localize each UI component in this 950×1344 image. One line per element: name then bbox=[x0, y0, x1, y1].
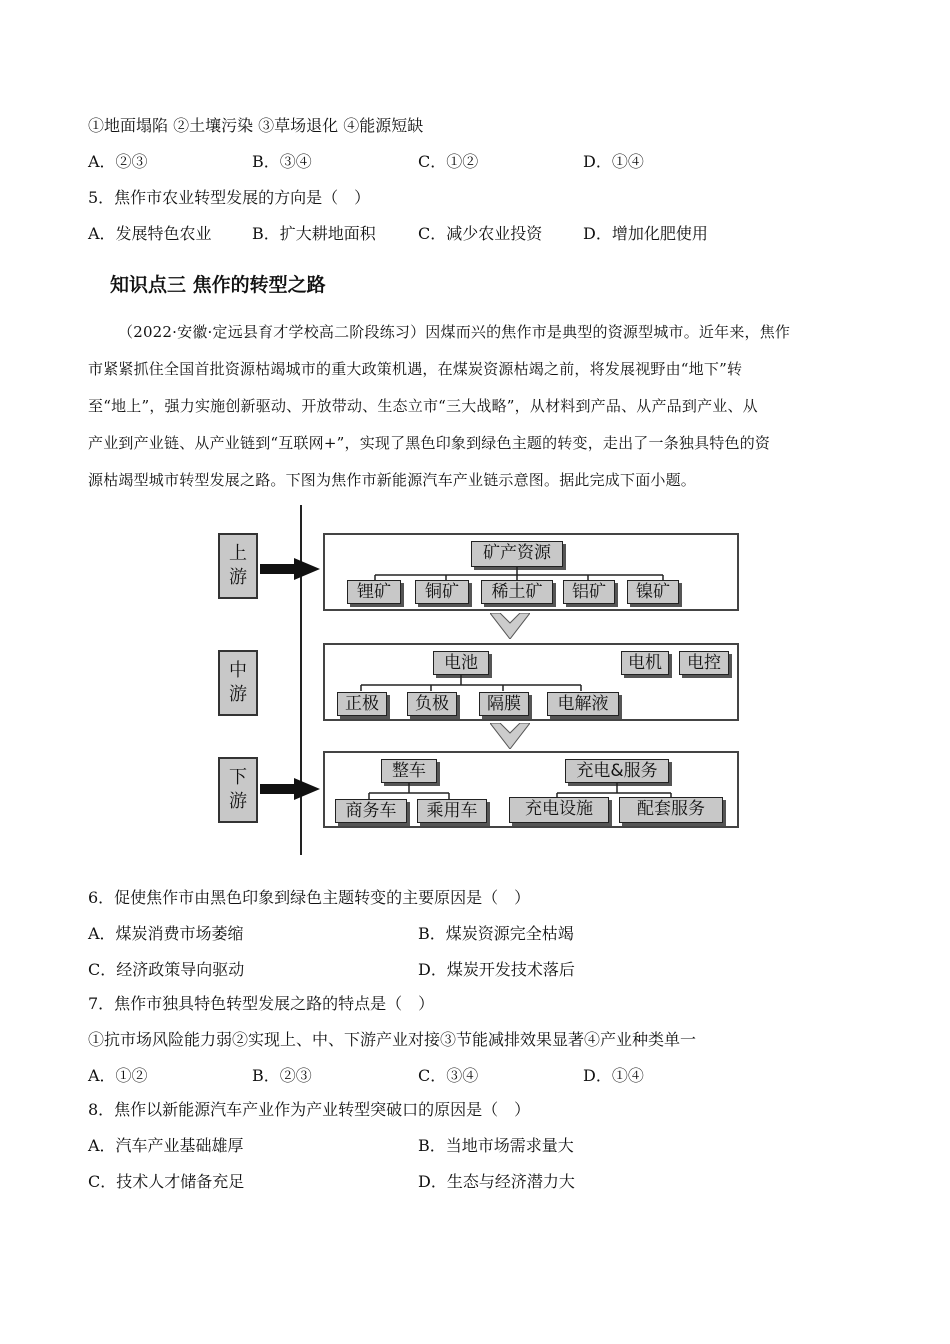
box-item: 镍矿 bbox=[627, 580, 679, 604]
q4-items: ①地面塌陷 ②土壤污染 ③草场退化 ④能源短缺 bbox=[88, 116, 424, 135]
passage-line: 市紧紧抓住全国首批资源枯竭城市的重大政策机遇，在煤炭资源枯竭之前，将发展视野由“地下”转 bbox=[88, 360, 743, 378]
arrow-right-icon bbox=[260, 558, 320, 580]
stage-label: 下 bbox=[229, 767, 247, 788]
box-mineral-resources: 矿产资源 bbox=[471, 541, 563, 567]
stage-midstream bbox=[218, 650, 258, 716]
box-motor: 电机 bbox=[621, 651, 669, 675]
box-controller: 电控 bbox=[679, 651, 729, 675]
q5-option-a[interactable]: A．发展特色农业 bbox=[88, 224, 212, 243]
box-charging-service: 充电&服务 bbox=[565, 759, 669, 783]
box-item: 充电设施 bbox=[509, 797, 609, 823]
q7-option-b[interactable]: B．②③ bbox=[252, 1066, 312, 1085]
passage-line: 源枯竭型城市转型发展之路。下图为焦作市新能源汽车产业链示意图。据此完成下面小题。 bbox=[88, 471, 697, 489]
stage-label: 游 bbox=[229, 567, 247, 588]
industry-chain-diagram bbox=[210, 505, 750, 860]
connector-lines bbox=[325, 675, 741, 691]
passage-line: （2022·安徽·定远县育才学校高二阶段练习）因煤而兴的焦作市是典型的资源型城市。近年来，焦作 bbox=[118, 323, 791, 341]
panel-downstream bbox=[323, 751, 739, 828]
box-battery: 电池 bbox=[433, 651, 489, 675]
box-item: 电解液 bbox=[547, 692, 619, 716]
q8-option-a[interactable]: A．汽车产业基础雄厚 bbox=[88, 1136, 244, 1155]
connector-lines bbox=[325, 567, 741, 581]
stage-label: 游 bbox=[229, 791, 247, 812]
q6-option-c[interactable]: C．经济政策导向驱动 bbox=[88, 960, 245, 979]
q8-stem: 8．焦作以新能源汽车产业作为产业转型突破口的原因是（ ） bbox=[88, 1100, 531, 1119]
panel-upstream bbox=[323, 533, 739, 611]
q5-option-b[interactable]: B．扩大耕地面积 bbox=[252, 224, 376, 243]
q5-option-d[interactable]: D．增加化肥使用 bbox=[583, 224, 708, 243]
q8-option-c[interactable]: C．技术人才储备充足 bbox=[88, 1172, 245, 1191]
q8-option-d[interactable]: D．生态与经济潜力大 bbox=[418, 1172, 575, 1191]
chevron-down-icon bbox=[490, 723, 530, 749]
box-item: 铝矿 bbox=[563, 580, 615, 604]
section-heading: 知识点三 焦作的转型之路 bbox=[110, 274, 326, 296]
stage-label: 中 bbox=[229, 660, 247, 681]
panel-midstream bbox=[323, 643, 739, 721]
box-item: 隔膜 bbox=[479, 692, 529, 716]
stage-downstream bbox=[218, 757, 258, 823]
box-item: 负极 bbox=[407, 692, 457, 716]
box-vehicle: 整车 bbox=[381, 759, 437, 783]
box-item: 商务车 bbox=[335, 799, 407, 823]
chevron-down-icon bbox=[490, 613, 530, 639]
q7-option-d[interactable]: D．①④ bbox=[583, 1066, 644, 1085]
q6-option-a[interactable]: A．煤炭消费市场萎缩 bbox=[88, 924, 244, 943]
box-item: 配套服务 bbox=[619, 797, 723, 823]
q4-option-b[interactable]: B．③④ bbox=[252, 152, 312, 171]
passage bbox=[88, 314, 860, 499]
stage-label: 游 bbox=[229, 684, 247, 705]
q7-option-c[interactable]: C．③④ bbox=[418, 1066, 479, 1085]
q6-stem: 6．促使焦作市由黑色印象到绿色主题转变的主要原因是（ ） bbox=[88, 888, 531, 907]
q7-option-a[interactable]: A．①② bbox=[88, 1066, 148, 1085]
q4-option-d[interactable]: D．①④ bbox=[583, 152, 644, 171]
q7-stem: 7．焦作市独具特色转型发展之路的特点是（ ） bbox=[88, 994, 435, 1013]
passage-line: 至“地上”，强力实施创新驱动、开放带动、生态立市“三大战略”，从材料到产品、从产品到产业、从 bbox=[88, 397, 758, 415]
q6-option-b[interactable]: B．煤炭资源完全枯竭 bbox=[418, 924, 574, 943]
box-item: 正极 bbox=[337, 692, 387, 716]
q4-option-c[interactable]: C．①② bbox=[418, 152, 479, 171]
q7-items: ①抗市场风险能力弱②实现上、中、下游产业对接③节能减排效果显著④产业种类单一 bbox=[88, 1030, 697, 1049]
q8-option-b[interactable]: B．当地市场需求量大 bbox=[418, 1136, 574, 1155]
box-item: 稀土矿 bbox=[481, 580, 553, 604]
box-item: 锂矿 bbox=[347, 580, 401, 604]
arrow-right-icon bbox=[260, 778, 320, 800]
passage-line: 产业到产业链、从产业链到“互联网+”，实现了黑色印象到绿色主题的转变，走出了一条独具特色的资 bbox=[88, 434, 771, 452]
q5-stem: 5．焦作市农业转型发展的方向是（ ） bbox=[88, 188, 371, 207]
box-item: 铜矿 bbox=[415, 580, 469, 604]
box-item: 乘用车 bbox=[417, 799, 487, 823]
stage-label: 上 bbox=[229, 543, 247, 564]
q6-option-d[interactable]: D．煤炭开发技术落后 bbox=[418, 960, 575, 979]
q4-option-a[interactable]: A．②③ bbox=[88, 152, 148, 171]
q5-option-c[interactable]: C．减少农业投资 bbox=[418, 224, 543, 243]
stage-upstream bbox=[218, 533, 258, 599]
